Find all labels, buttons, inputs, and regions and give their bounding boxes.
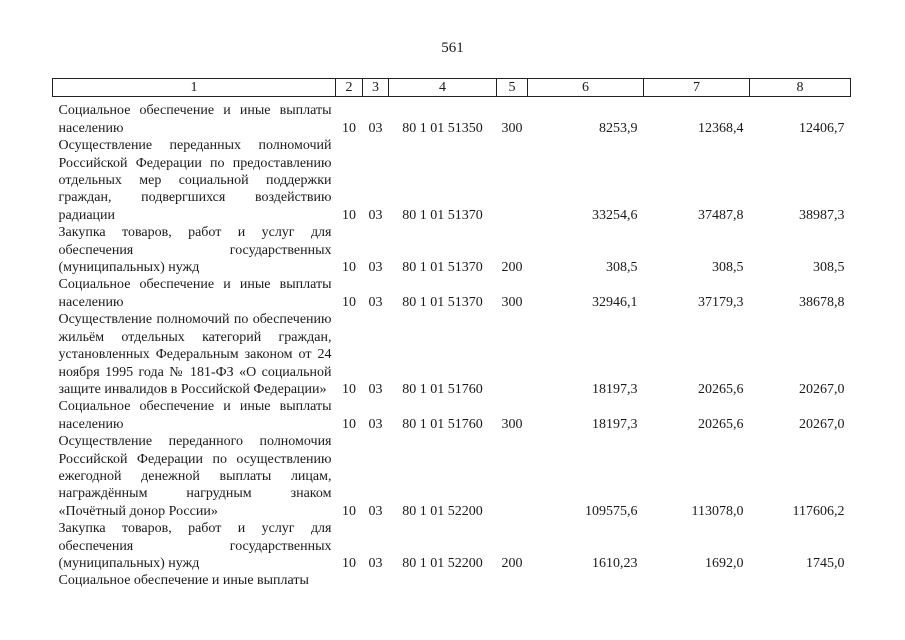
row-expense-type: [497, 137, 528, 224]
row-value-col8: 20267,0: [799, 381, 845, 397]
row-target-article: 80 1 01 51370: [402, 260, 483, 276]
row-subsection: 03: [368, 381, 383, 397]
row-name: Социальное обеспечение и иные выплаты населению: [58, 277, 332, 310]
row-section: 10: [342, 503, 356, 519]
row-value-col6: [528, 572, 644, 589]
row-name: Осуществление переданных полномочий Российской Федерации по предоставлению отдельных мер социальной поддержки граждан, подвергшихся воздействию радиации: [58, 138, 332, 223]
row-value-col7: [644, 572, 750, 589]
row-subsection: 03: [368, 120, 383, 136]
row-value-col8: 12406,7: [799, 120, 845, 136]
row-section: 10: [342, 381, 356, 397]
table-row: [53, 520, 851, 572]
table-row: [53, 137, 851, 224]
budget-table: [52, 78, 851, 590]
row-value-col6: 308,5: [606, 260, 638, 276]
row-name: Социальное обеспечение и иные выплаты населению: [58, 399, 332, 432]
row-value-col6: 18197,3: [592, 416, 638, 432]
row-section: 10: [342, 416, 356, 432]
row-expense-type: 200: [501, 260, 523, 276]
row-expense-type: [497, 572, 528, 589]
table-row: [53, 276, 851, 311]
row-value-col8: 20267,0: [799, 416, 845, 432]
row-name: Социальное обеспечение и иные выплаты: [58, 573, 309, 589]
row-section: [336, 572, 363, 589]
row-value-col7: 20265,6: [698, 381, 744, 397]
row-section: 10: [342, 294, 356, 310]
table-row: [53, 311, 851, 398]
row-section: 10: [342, 120, 356, 136]
row-section: 10: [342, 207, 356, 223]
table-row: [53, 398, 851, 433]
row-value-col6: 8253,9: [599, 120, 638, 136]
row-name: Закупка товаров, работ и услуг для обеспечения государственных (муниципальных) нужд: [58, 225, 332, 276]
row-expense-type: 200: [501, 555, 523, 571]
row-target-article: 80 1 01 51760: [402, 381, 483, 397]
row-value-col8: 117606,2: [792, 503, 845, 519]
row-name: Осуществление переданного полномочия Российской Федерации по осуществлению ежегодной денежной выплаты лицам, награждённым нагрудным знаком «Почётный донор России»: [58, 434, 332, 519]
table-row: [53, 102, 851, 137]
row-value-col8: 38678,8: [799, 294, 845, 310]
row-value-col7: 12368,4: [698, 120, 744, 136]
row-value-col8: 308,5: [813, 260, 845, 276]
header-cell-8: 8: [750, 79, 851, 97]
row-expense-type: [497, 433, 528, 520]
row-value-col8: 38987,3: [799, 207, 845, 223]
row-target-article: 80 1 01 51370: [402, 294, 483, 310]
row-subsection: 03: [368, 294, 383, 310]
header-row: [53, 79, 851, 97]
row-subsection: 03: [368, 207, 383, 223]
row-value-col6: 33254,6: [592, 207, 638, 223]
header-cell-7: 7: [644, 79, 750, 97]
row-value-col8: [750, 572, 851, 589]
row-name: Социальное обеспечение и иные выплаты населению: [58, 103, 332, 136]
table-row: [53, 572, 851, 589]
row-target-article: 80 1 01 51350: [402, 120, 483, 136]
header-cell-4: 4: [389, 79, 497, 97]
row-value-col6: 32946,1: [592, 294, 638, 310]
row-target-article: [389, 572, 497, 589]
row-value-col8: 1745,0: [806, 555, 845, 571]
row-expense-type: 300: [501, 120, 523, 136]
row-value-col7: 37487,8: [698, 207, 744, 223]
row-value-col6: 109575,6: [585, 503, 638, 519]
row-value-col7: 308,5: [712, 260, 744, 276]
row-value-col7: 1692,0: [705, 555, 744, 571]
row-subsection: 03: [368, 260, 383, 276]
row-section: 10: [342, 260, 356, 276]
table-row: [53, 224, 851, 276]
row-subsection: 03: [368, 555, 383, 571]
row-value-col7: 37179,3: [698, 294, 744, 310]
row-target-article: 80 1 01 52200: [402, 503, 483, 519]
row-name: Закупка товаров, работ и услуг для обеспечения государственных (муниципальных) нужд: [58, 521, 332, 571]
row-expense-type: 300: [501, 294, 523, 310]
row-target-article: 80 1 01 51370: [402, 207, 483, 223]
header-cell-5: 5: [497, 79, 528, 97]
row-target-article: 80 1 01 51760: [402, 416, 483, 432]
row-subsection: 03: [368, 416, 383, 432]
row-target-article: 80 1 01 52200: [402, 555, 483, 571]
row-value-col6: 18197,3: [592, 381, 638, 397]
table-row: [53, 433, 851, 520]
header-cell-1: 1: [53, 79, 336, 97]
header-cell-2: 2: [336, 79, 363, 97]
row-subsection: [363, 572, 389, 589]
page-number: 561: [441, 40, 464, 56]
row-subsection: 03: [368, 503, 383, 519]
row-expense-type: 300: [501, 416, 523, 432]
row-value-col6: 1610,23: [592, 555, 638, 571]
row-expense-type: [497, 311, 528, 398]
row-value-col7: 20265,6: [698, 416, 744, 432]
header-cell-3: 3: [363, 79, 389, 97]
row-section: 10: [342, 555, 356, 571]
row-name: Осуществление полномочий по обеспечению жильём отдельных категорий граждан, установленных Федеральным законом от 24 ноября 1995 года № 181-ФЗ «О социальной защите инвалидов в Российской Федерации»: [58, 312, 332, 397]
header-cell-6: 6: [528, 79, 644, 97]
row-value-col7: 113078,0: [691, 503, 744, 519]
